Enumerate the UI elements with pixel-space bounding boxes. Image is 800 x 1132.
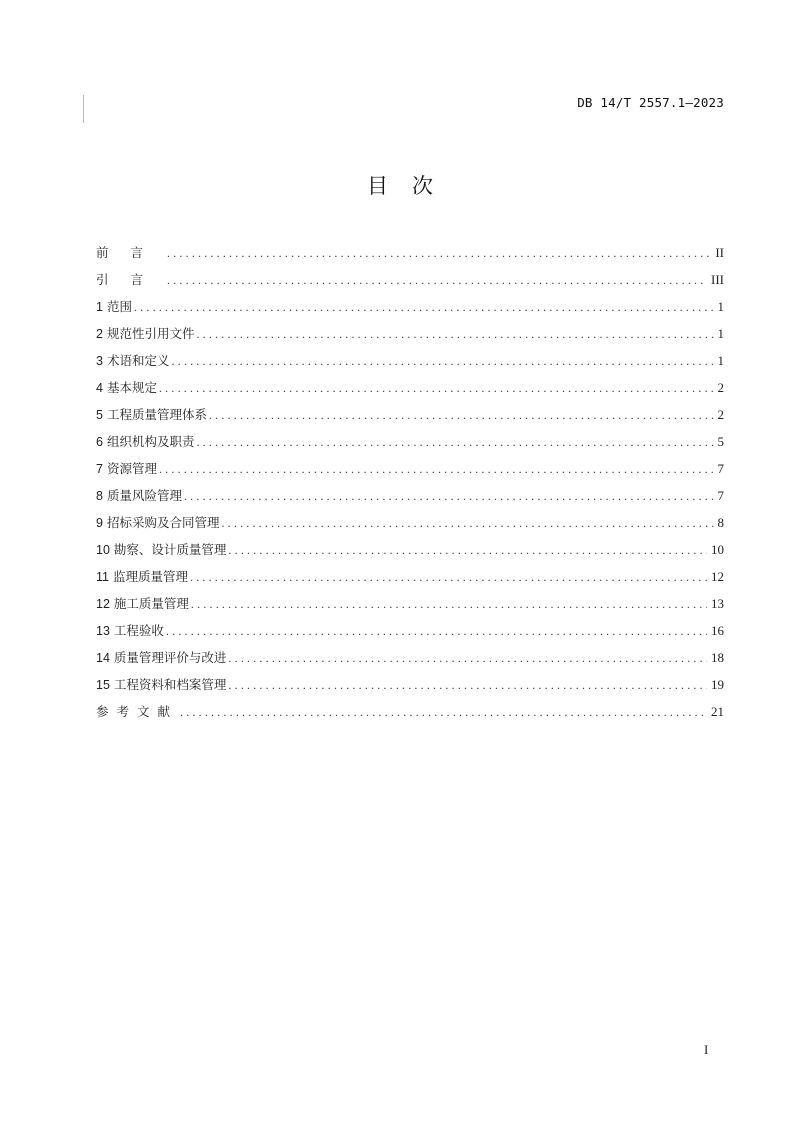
toc-entry[interactable]: [96, 432, 724, 459]
toc-entry-number: 14: [96, 651, 110, 665]
toc-entry-page: 8: [717, 515, 724, 530]
toc-entry[interactable]: [96, 405, 724, 432]
toc-entry-title: 规范性引用文件: [106, 326, 195, 341]
toc-entry[interactable]: [96, 567, 724, 594]
toc-entry-number: 6: [96, 435, 103, 449]
toc-entry-title: 质量风险管理: [106, 488, 182, 503]
toc-entry-page: 16: [711, 623, 724, 638]
toc-entry-label: [96, 648, 226, 666]
toc-entry-page: 2: [717, 380, 724, 395]
toc-entry-number: 10: [96, 543, 110, 557]
toc-entry-page: 1: [717, 326, 724, 341]
dot-leader: [196, 327, 713, 342]
toc-entry-page: 18: [711, 650, 724, 665]
toc-entry[interactable]: [96, 324, 724, 351]
toc-entry-title: 勘察、设计质量管理: [113, 542, 227, 557]
toc-entry-label: [96, 675, 226, 693]
toc-entry-page: 1: [717, 353, 724, 368]
toc-entry-page: 13: [711, 596, 724, 611]
toc-entry-page: 19: [711, 677, 724, 692]
dot-leader: [228, 651, 707, 666]
toc-entry-number: 2: [96, 327, 103, 341]
toc-entry-title: 工程质量管理体系: [106, 407, 207, 422]
toc-entry-title: 质量管理评价与改进: [113, 650, 227, 665]
toc-entry-page: 10: [711, 542, 724, 557]
toc-entry-label: [96, 297, 132, 315]
toc-entry-title: 组织机构及职责: [106, 434, 195, 449]
toc-entry[interactable]: [96, 648, 724, 675]
dot-leader: [180, 705, 707, 720]
page-number: I: [704, 1042, 709, 1057]
toc-entry-number: 11: [96, 570, 109, 584]
toc-entry-label: [96, 243, 165, 261]
toc-entry-label: [96, 351, 169, 369]
toc-entry-label: [96, 594, 189, 612]
dot-leader: [209, 408, 714, 423]
toc-entry-label: [96, 513, 219, 531]
dot-leader: [191, 597, 707, 612]
toc-entry-number: 7: [96, 462, 103, 476]
toc-entry[interactable]: [96, 540, 724, 567]
toc-entry-label: [96, 486, 182, 504]
toc-entry-title: 施工质量管理: [113, 596, 189, 611]
toc-entry-page: 7: [717, 461, 724, 476]
toc-entry-label: [96, 621, 164, 639]
toc-entry-label: [96, 270, 165, 288]
toc-title: [0, 170, 800, 200]
toc-entry-title: 引言: [96, 272, 166, 287]
toc-entry-label: [96, 432, 194, 450]
toc-entry[interactable]: [96, 378, 724, 405]
dot-leader: [159, 462, 714, 477]
dot-leader: [166, 624, 707, 639]
toc-entry-number: 5: [96, 408, 103, 422]
dot-leader: [134, 300, 714, 315]
toc-entry-label: [96, 567, 188, 585]
table-of-contents: [96, 243, 724, 729]
toc-entry-title: 监理质量管理: [112, 569, 188, 584]
toc-entry-label: [96, 405, 207, 423]
toc-entry-number: 4: [96, 381, 103, 395]
toc-entry-number: 12: [96, 597, 110, 611]
dot-leader: [221, 516, 713, 531]
toc-entry[interactable]: [96, 621, 724, 648]
toc-entry-number: 3: [96, 354, 103, 368]
toc-entry-number: 9: [96, 516, 103, 530]
toc-entry-title: 前言: [96, 245, 166, 260]
dot-leader: [159, 381, 714, 396]
toc-entry-title: 范围: [106, 299, 132, 314]
dot-leader: [184, 489, 714, 504]
margin-rule: [83, 95, 84, 123]
toc-entry[interactable]: [96, 702, 724, 729]
toc-entry-number: 13: [96, 624, 110, 638]
toc-entry-number: 1: [96, 300, 103, 314]
toc-entry-page: 7: [717, 488, 724, 503]
dot-leader: [190, 570, 707, 585]
toc-entry-page: 21: [711, 704, 724, 719]
toc-entry[interactable]: [96, 675, 724, 702]
toc-entry-number: 8: [96, 489, 103, 503]
toc-entry-page: 1: [717, 299, 724, 314]
toc-entry-title: 工程验收: [113, 623, 164, 638]
dot-leader: [167, 246, 711, 261]
toc-entry-title: 术语和定义: [106, 353, 170, 368]
toc-entry[interactable]: [96, 243, 724, 270]
toc-entry[interactable]: [96, 459, 724, 486]
toc-entry-label: [96, 459, 157, 477]
toc-entry-title: 招标采购及合同管理: [106, 515, 220, 530]
dot-leader: [228, 678, 707, 693]
toc-entry-page: II: [715, 245, 724, 260]
toc-entry-title: 参考文献: [96, 704, 179, 719]
toc-entry-label: [96, 324, 194, 342]
toc-entry[interactable]: [96, 513, 724, 540]
dot-leader: [167, 273, 707, 288]
toc-entry[interactable]: [96, 270, 724, 297]
toc-entry-label: [96, 378, 157, 396]
toc-entry-title: 基本规定: [106, 380, 157, 395]
toc-entry[interactable]: [96, 594, 724, 621]
toc-entry-page: III: [711, 272, 724, 287]
toc-title-char: 次: [412, 174, 433, 198]
toc-entry-page: 12: [711, 569, 724, 584]
toc-entry-label: [96, 702, 178, 720]
dot-leader: [171, 354, 713, 369]
toc-entry[interactable]: [96, 486, 724, 513]
toc-entry-title: 工程资料和档案管理: [113, 677, 227, 692]
toc-entry-number: 15: [96, 678, 110, 692]
toc-entry-title: 资源管理: [106, 461, 157, 476]
standard-code: DB 14/T 2557.1—2023: [577, 95, 724, 110]
toc-entry-label: [96, 540, 226, 558]
dot-leader: [196, 435, 713, 450]
dot-leader: [228, 543, 707, 558]
toc-entry[interactable]: [96, 351, 724, 378]
toc-entry[interactable]: [96, 297, 724, 324]
toc-entry-page: 5: [717, 434, 724, 449]
toc-title-char: 目: [367, 174, 388, 198]
toc-entry-page: 2: [717, 407, 724, 422]
